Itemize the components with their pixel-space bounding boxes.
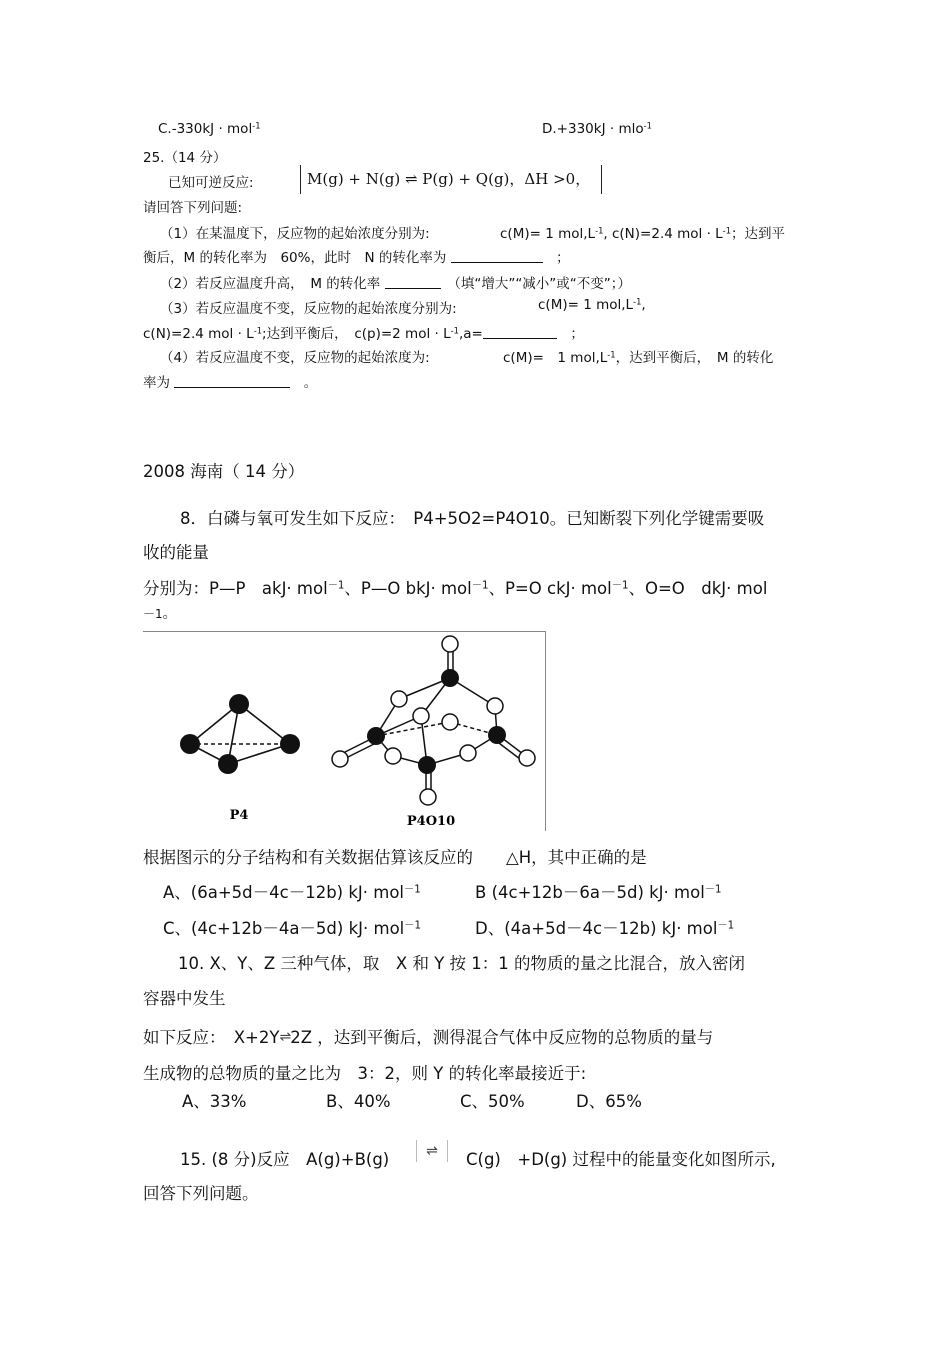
reaction-equation: M(g) + N(g) ⇌ P(g) + Q(g)，ΔH >0，	[300, 165, 602, 194]
q25-part4-line1	[160, 346, 430, 366]
q8-option-c[interactable]	[163, 915, 421, 939]
oxygen-atom	[385, 748, 401, 764]
text: ，达到平衡后， M 的转化	[615, 350, 774, 366]
oxygen-atom	[391, 691, 407, 707]
text: （填“增大”“减小”或“不变”；）	[454, 276, 632, 292]
q25-part4-conc	[503, 346, 773, 366]
text: 衡后，M 的转化率为 60%，此时 N 的转化率为	[143, 250, 447, 266]
text: 15. (8 分)反应 A(g)+B(g)	[180, 1150, 390, 1169]
unit-sup: －1	[143, 607, 163, 621]
unit-sup: －1	[404, 920, 421, 932]
unit-sup: -1	[722, 225, 732, 236]
text: , c(N)=2.4 mol · L	[603, 226, 723, 242]
text: 、P—O bkJ· mol	[344, 579, 472, 598]
text: c(M)= 1 mol,L	[500, 226, 596, 242]
q8-option-b[interactable]	[475, 879, 722, 903]
molecule-figure	[143, 631, 546, 831]
unit-sup: －1	[704, 884, 722, 896]
answer-blank[interactable]	[174, 375, 290, 388]
q8-line2: 收的能量	[143, 543, 209, 562]
phosphorus-atom	[441, 669, 459, 687]
q10-line3	[143, 1024, 713, 1048]
q25-intro: 已知可逆反应:	[168, 175, 254, 191]
text: 。	[162, 606, 177, 622]
phosphorus-atom	[229, 694, 249, 714]
text: ；	[556, 250, 570, 266]
text: D、(4a+5d－4c－12b) kJ· mol	[475, 919, 718, 938]
oxygen-atom	[519, 750, 535, 766]
q25-part4-line2	[143, 371, 317, 391]
label-p4o10: P4O10	[406, 814, 456, 829]
phosphorus-atom	[418, 756, 436, 774]
reversible-arrow-icon: ⇌	[416, 1140, 448, 1162]
q25-part2	[160, 272, 631, 292]
text: 、P=O ckJ· mol	[488, 579, 612, 598]
unit-sup: -1	[643, 120, 652, 131]
q10-option-d[interactable]: D、65%	[576, 1092, 642, 1111]
answer-blank[interactable]	[385, 276, 441, 289]
q25-part1-conc	[500, 222, 785, 242]
q10-line2: 容器中发生	[143, 989, 226, 1008]
q10-line1: 10. X、Y、Z 三种气体，取 X 和 Y 按 1：1 的物质的量之比混合，放入密闭	[178, 954, 746, 973]
label-p4: P4	[229, 808, 249, 823]
hainan-heading: 2008 海南（ 14 分）	[143, 462, 305, 481]
q15-line2: 回答下列问题。	[143, 1184, 259, 1203]
q25-heading: 25.（14 分）	[143, 150, 227, 166]
unit-sup: -1	[253, 325, 263, 336]
answer-blank[interactable]	[451, 250, 543, 263]
reversible-arrow-icon: ⇌	[279, 1029, 291, 1045]
oxygen-atom	[460, 745, 476, 761]
phosphorus-atom	[280, 734, 300, 754]
unit-sup: -1	[607, 349, 616, 360]
text: ,a=	[458, 326, 483, 342]
text: c(M)= 1 mol,L	[503, 350, 608, 366]
q8-bond-tail	[143, 603, 177, 623]
text: B (4c+12b－6a－5d) kJ· mol	[475, 883, 705, 902]
text: △H，其中正确的是	[506, 848, 647, 867]
text: 。	[303, 375, 318, 391]
oxygen-atom	[442, 636, 458, 652]
text: （4）若反应温度不变，反应物的起始浓度为:	[160, 350, 430, 366]
answer-blank[interactable]	[483, 326, 557, 339]
text: 如下反应： X+2Y	[143, 1028, 280, 1047]
oxygen-atom	[332, 751, 348, 767]
phosphorus-atom	[180, 734, 200, 754]
text: 率为	[143, 375, 170, 391]
text: 分别为：P—P akJ· mol	[143, 579, 328, 598]
text: ；	[570, 326, 584, 342]
text: c(M)= 1 mol,L	[538, 297, 634, 313]
q10-option-c[interactable]: C、50%	[460, 1092, 525, 1111]
text: 、O=O dkJ· mol	[628, 579, 768, 598]
oxygen-atom	[420, 789, 436, 805]
q10-option-b[interactable]: B、40%	[326, 1092, 391, 1111]
text: 。已知断裂下列化学键需要吸	[549, 509, 765, 528]
phosphorus-atom	[218, 754, 238, 774]
unit-sup: -1	[633, 296, 642, 307]
q15-line1-tail: C(g) +D(g) 过程中的能量变化如图所示,	[466, 1150, 776, 1169]
text: ；达到平	[731, 226, 786, 242]
text: 8．白磷与氧可发生如下反应：	[180, 509, 397, 528]
unit-sup: －1	[404, 884, 421, 896]
q8-equation: P4+5O2=P4O10	[413, 509, 550, 528]
text: 2Z ，达到平衡后，测得混合气体中反应物的总物质的量与	[290, 1028, 714, 1047]
q25-part3-line2	[143, 322, 584, 342]
option-d-text: D.+330kJ · mlo	[542, 121, 644, 137]
unit-sup: －1	[717, 920, 735, 932]
q8-line1	[180, 505, 764, 529]
q8-bond-energies	[143, 575, 767, 599]
text: C、(4c+12b－4a－5d) kJ· mol	[163, 919, 405, 938]
text: A、(6a+5d－4c－12b) kJ· mol	[163, 883, 405, 902]
p4o10-oxygen-atoms	[332, 636, 535, 805]
unit-sup: -1	[595, 225, 604, 236]
oxygen-atom	[487, 698, 503, 714]
option-d-line	[542, 121, 652, 137]
q10-option-a[interactable]: A、33%	[182, 1092, 247, 1111]
unit-sup: -1	[252, 120, 261, 131]
text: ;达到平衡后， c(p)=2 mol · L	[262, 326, 451, 342]
option-c-text: C.-330kJ · mol	[158, 121, 253, 137]
q8-option-a[interactable]	[163, 879, 421, 903]
molecule-structures	[143, 632, 546, 832]
text: （3）若反应温度不变，反应物的起始浓度分别为:	[160, 301, 457, 317]
phosphorus-atom	[367, 727, 385, 745]
oxygen-atom	[442, 714, 458, 730]
q8-option-d[interactable]	[475, 915, 734, 939]
q15-line1	[180, 1146, 389, 1170]
oxygen-atom	[413, 708, 429, 724]
p4-atoms	[180, 694, 300, 774]
q25-part3-line1	[160, 297, 457, 317]
q25-ask: 请回答下列问题:	[143, 200, 243, 216]
unit-sup: －1	[611, 580, 629, 592]
text: 根据图示的分子结构和有关数据估算该反应的	[143, 848, 473, 867]
unit-sup: －1	[327, 580, 345, 592]
text: ,	[641, 297, 646, 313]
q25-part1-line2	[143, 246, 570, 266]
q25-part1-line1	[160, 222, 430, 242]
text: （1）在某温度下，反应物的起始浓度分别为:	[160, 226, 430, 242]
unit-sup: -1	[450, 325, 459, 336]
unit-sup: －1	[471, 580, 489, 592]
text: c(N)=2.4 mol · L	[143, 326, 254, 342]
q8-question	[143, 844, 647, 868]
phosphorus-atom	[488, 726, 506, 744]
q25-part3-conc	[538, 297, 646, 313]
text: （2）若反应温度升高， M 的转化率	[160, 276, 381, 292]
q10-line4: 生成物的总物质的量之比为 3：2，则 Y 的转化率最接近于:	[143, 1064, 587, 1083]
option-c-line	[158, 121, 261, 137]
